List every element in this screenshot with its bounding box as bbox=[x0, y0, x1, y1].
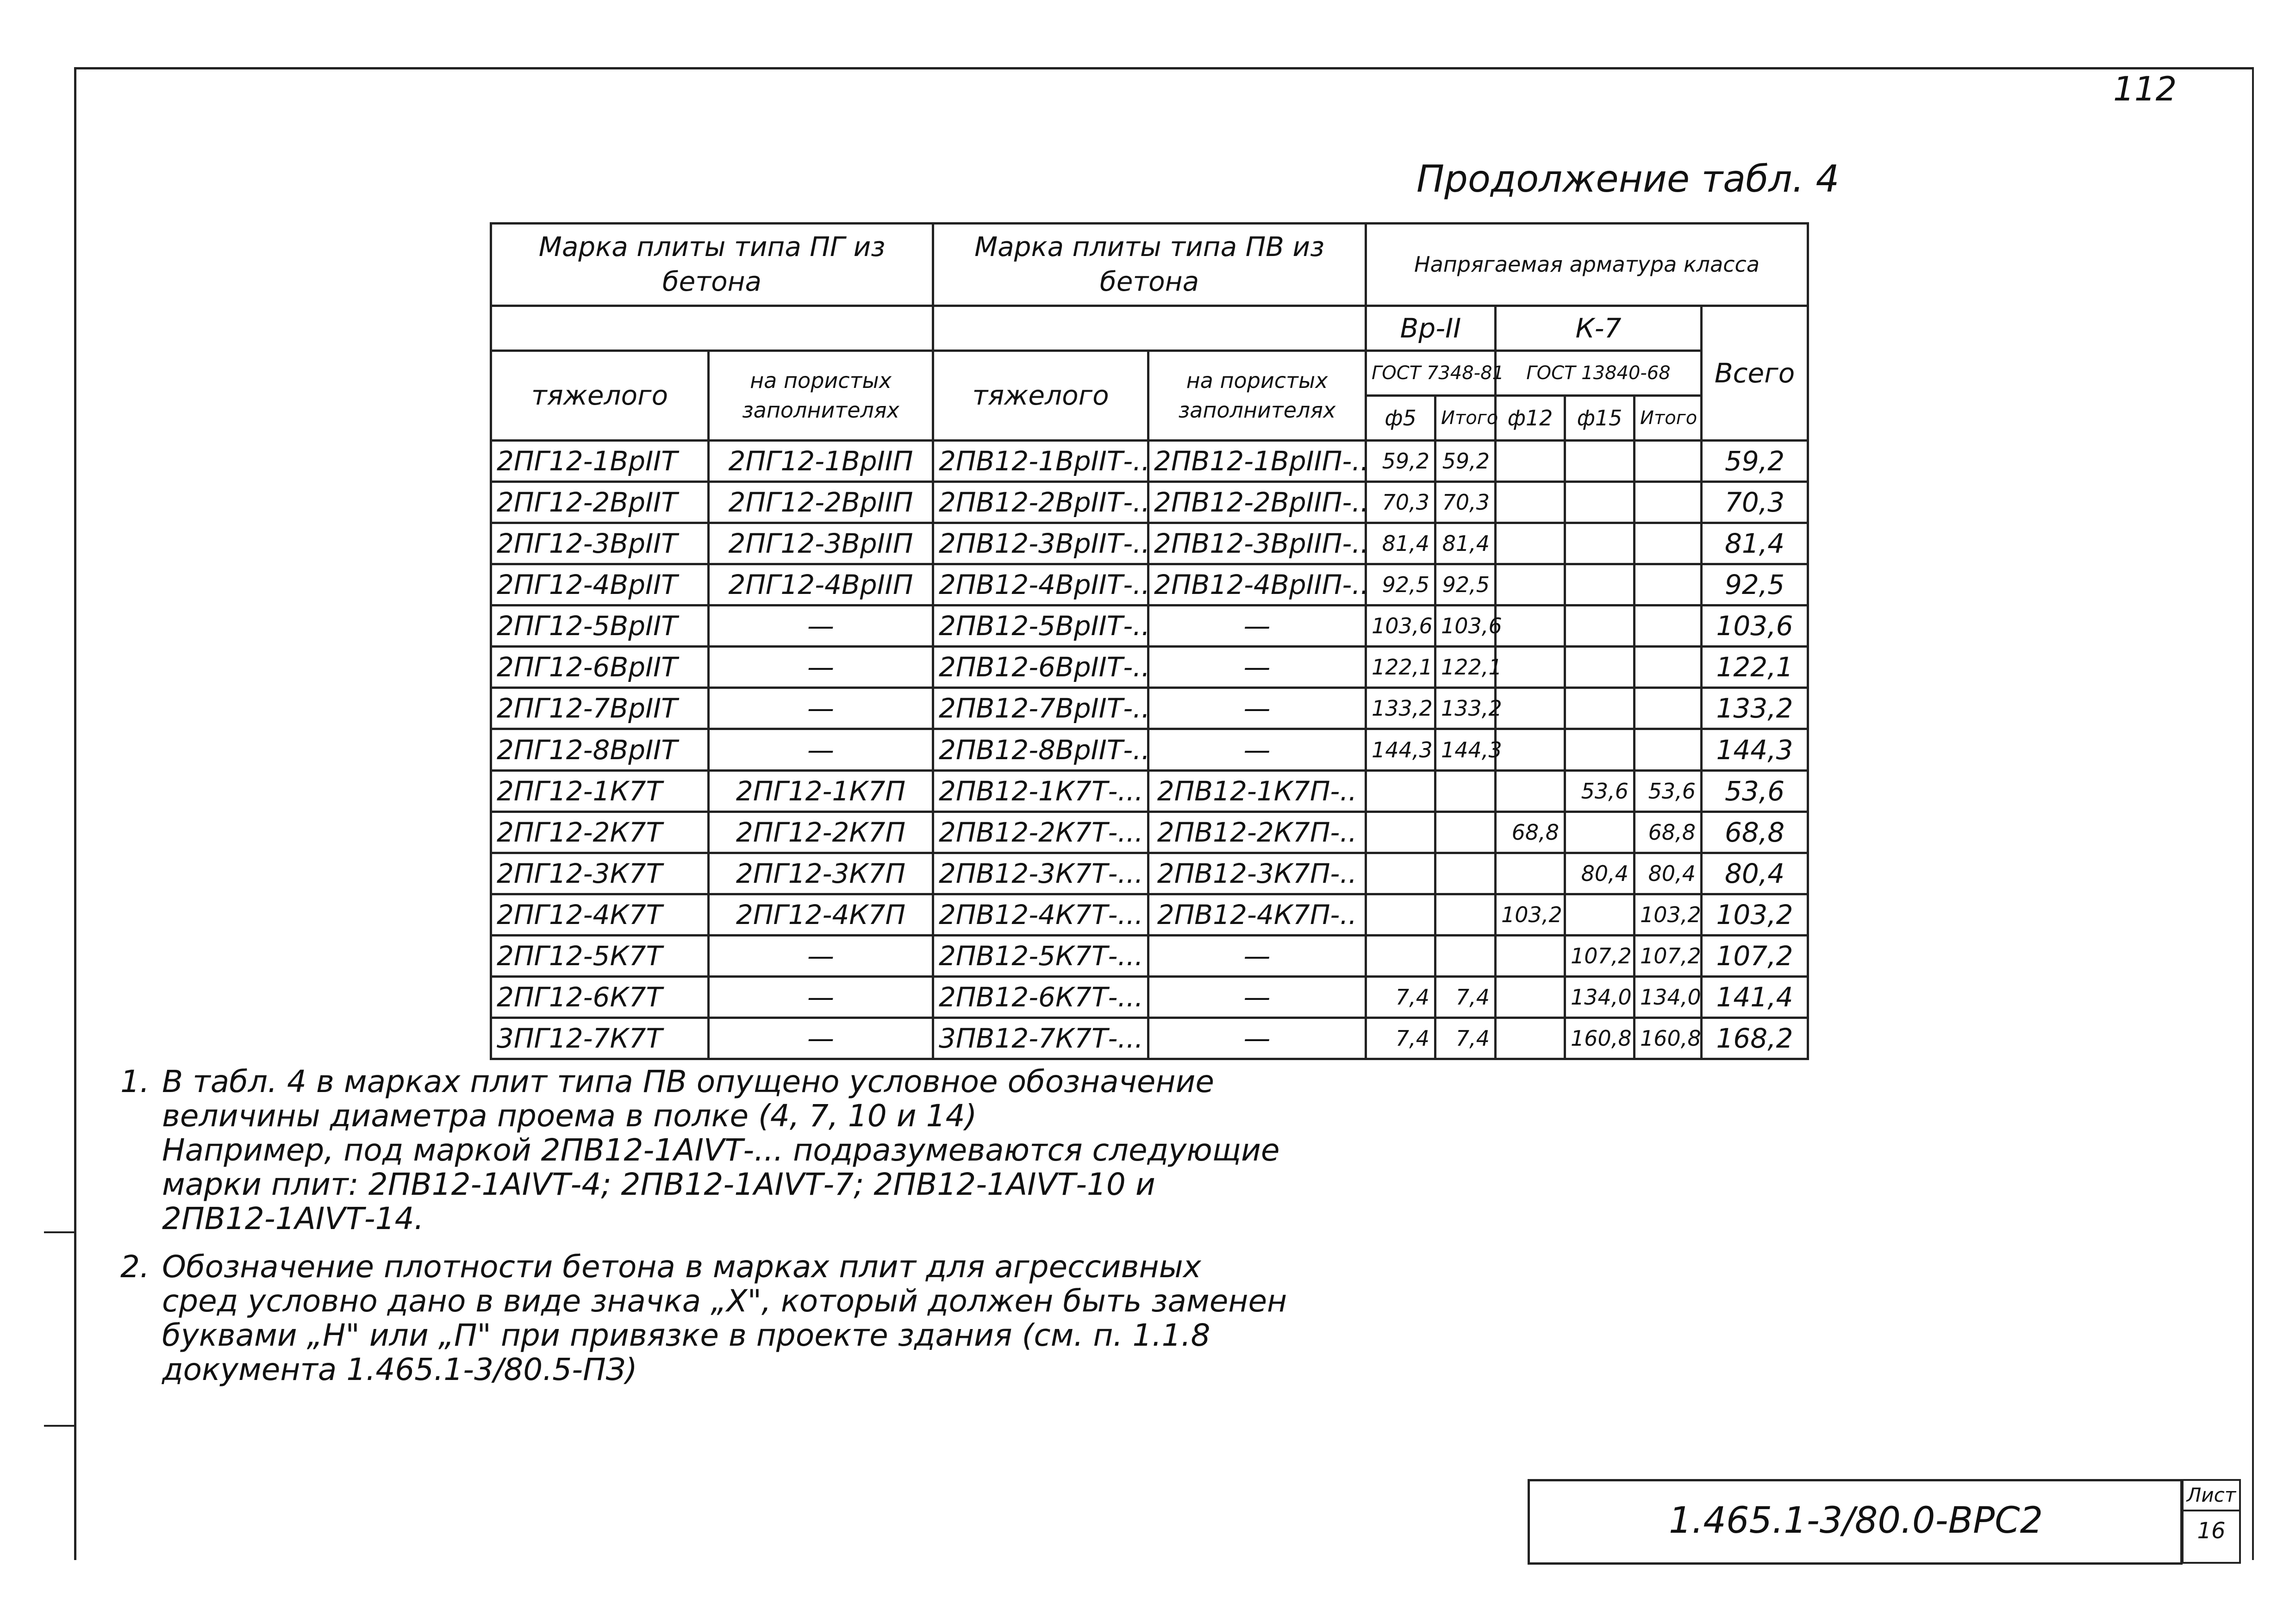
cell-pg-heavy: 2ПГ12-3ВрIIТ bbox=[491, 523, 709, 564]
cell-pg-heavy: 2ПГ12-6ВрIIТ bbox=[491, 647, 709, 688]
header-pg-group: Марка плиты типа ПГ из бетона bbox=[491, 224, 933, 306]
table-body bbox=[491, 441, 1808, 1059]
cell-pv-porous: — bbox=[1148, 1017, 1366, 1059]
edge-tick bbox=[44, 1231, 76, 1233]
cell-pv-porous: — bbox=[1148, 688, 1366, 729]
cell-total: 103,2 bbox=[1702, 894, 1808, 935]
cell-k7-sum: 68,8 bbox=[1635, 812, 1702, 853]
header-pv-spacer bbox=[933, 306, 1366, 350]
cell-pg-heavy: 2ПГ12-4К7Т bbox=[491, 894, 709, 935]
cell-pv-heavy: 2ПВ12-6ВрIIТ-.. bbox=[933, 647, 1148, 688]
cell-k7-sum bbox=[1635, 729, 1702, 770]
cell-pv-porous: 2ПВ12-2К7П-.. bbox=[1148, 812, 1366, 853]
cell-pg-heavy: 2ПГ12-4ВрIIТ bbox=[491, 564, 709, 606]
cell-d5 bbox=[1366, 894, 1435, 935]
cell-total: 53,6 bbox=[1702, 770, 1808, 812]
cell-d5: 122,1 bbox=[1366, 647, 1435, 688]
cell-d12 bbox=[1496, 729, 1565, 770]
cell-d15: 80,4 bbox=[1565, 853, 1635, 894]
table-row bbox=[491, 482, 1808, 523]
cell-pg-porous: — bbox=[709, 935, 933, 976]
note-line: сред условно дано в виде значка „Х", который должен быть заменен bbox=[162, 1283, 1287, 1319]
specification-table bbox=[490, 222, 1809, 1060]
note-line: В табл. 4 в марках плит типа ПВ опущено условное обозначение bbox=[162, 1064, 1214, 1099]
header-pv-heavy: тяжелого bbox=[933, 350, 1148, 440]
cell-pg-porous: 2ПГ12-4К7П bbox=[709, 894, 933, 935]
header-bp: Вр-II bbox=[1366, 306, 1496, 350]
cell-pv-heavy: 2ПВ12-5К7Т-... bbox=[933, 935, 1148, 976]
cell-pg-heavy: 2ПГ12-7ВрIIТ bbox=[491, 688, 709, 729]
sheet-number: 112 bbox=[2113, 69, 2177, 108]
cell-total: 144,3 bbox=[1702, 729, 1808, 770]
note-line: Обозначение плотности бетона в марках плит для агрессивных bbox=[162, 1249, 1201, 1285]
cell-d5: 133,2 bbox=[1366, 688, 1435, 729]
cell-total: 122,1 bbox=[1702, 647, 1808, 688]
cell-pv-porous: — bbox=[1148, 976, 1366, 1017]
cell-d12 bbox=[1496, 441, 1565, 482]
table-row bbox=[491, 976, 1808, 1017]
title-block bbox=[1528, 1479, 2183, 1565]
cell-bp-sum: 7,4 bbox=[1435, 976, 1496, 1017]
cell-pg-heavy: 2ПГ12-2К7Т bbox=[491, 812, 709, 853]
cell-d12 bbox=[1496, 688, 1565, 729]
note-line: буквами „Н" или „П" при привязке в проекте здания (см. п. 1.1.8 bbox=[162, 1317, 1210, 1353]
cell-k7-sum: 103,2 bbox=[1635, 894, 1702, 935]
header-pg-heavy: тяжелого bbox=[491, 350, 709, 440]
edge-tick bbox=[44, 1425, 76, 1427]
cell-d12 bbox=[1496, 935, 1565, 976]
cell-total: 70,3 bbox=[1702, 482, 1808, 523]
table-row bbox=[491, 894, 1808, 935]
cell-total: 59,2 bbox=[1702, 441, 1808, 482]
cell-d12 bbox=[1496, 482, 1565, 523]
note-line: марки плит: 2ПВ12-1АIVТ-4; 2ПВ12-1АIVТ-7; 2ПВ12-1АIVТ-10 и bbox=[162, 1166, 1155, 1202]
cell-bp-sum: 122,1 bbox=[1435, 647, 1496, 688]
cell-pg-porous: 2ПГ12-1ВрIIП bbox=[709, 441, 933, 482]
cell-total: 92,5 bbox=[1702, 564, 1808, 606]
cell-pg-heavy: 2ПГ12-5ВрIIТ bbox=[491, 606, 709, 647]
note-1-number: 1. bbox=[120, 1064, 150, 1099]
cell-d15 bbox=[1565, 894, 1635, 935]
cell-k7-sum bbox=[1635, 441, 1702, 482]
cell-pv-porous: 2ПВ12-4ВрIIП-.. bbox=[1148, 564, 1366, 606]
cell-pg-porous: 2ПГ12-2ВрIIП bbox=[709, 482, 933, 523]
cell-bp-sum: 59,2 bbox=[1435, 441, 1496, 482]
cell-d15 bbox=[1565, 564, 1635, 606]
cell-k7-sum bbox=[1635, 606, 1702, 647]
cell-d5: 81,4 bbox=[1366, 523, 1435, 564]
cell-d15 bbox=[1565, 729, 1635, 770]
cell-bp-sum bbox=[1435, 894, 1496, 935]
cell-k7-sum bbox=[1635, 523, 1702, 564]
cell-bp-sum: 133,2 bbox=[1435, 688, 1496, 729]
cell-pv-heavy: 2ПВ12-4ВрIIТ-.. bbox=[933, 564, 1148, 606]
cell-pv-porous: 2ПВ12-1ВрIIП-.. bbox=[1148, 441, 1366, 482]
cell-d12 bbox=[1496, 523, 1565, 564]
header-d5: ф5 bbox=[1366, 395, 1435, 440]
cell-total: 68,8 bbox=[1702, 812, 1808, 853]
cell-total: 80,4 bbox=[1702, 853, 1808, 894]
cell-total: 103,6 bbox=[1702, 606, 1808, 647]
note-line: величины диаметра проема в полке (4, 7, 10 и 14) bbox=[162, 1098, 977, 1134]
table-row bbox=[491, 688, 1808, 729]
cell-d5 bbox=[1366, 812, 1435, 853]
header-gost-k7: ГОСТ 13840-68 bbox=[1496, 350, 1702, 395]
sheet-cell bbox=[2182, 1479, 2241, 1564]
cell-total: 133,2 bbox=[1702, 688, 1808, 729]
cell-pv-heavy: 2ПВ12-3К7Т-... bbox=[933, 853, 1148, 894]
table-row bbox=[491, 523, 1808, 564]
note-line: Например, под маркой 2ПВ12-1АIVТ-... подразумеваются следующие bbox=[162, 1132, 1280, 1168]
cell-d15: 160,8 bbox=[1565, 1017, 1635, 1059]
note-line: документа 1.465.1-3/80.5-ПЗ) bbox=[162, 1351, 637, 1387]
cell-pg-heavy: 2ПГ12-5К7Т bbox=[491, 935, 709, 976]
cell-k7-sum: 107,2 bbox=[1635, 935, 1702, 976]
cell-pg-porous: — bbox=[709, 976, 933, 1017]
cell-pg-porous: — bbox=[709, 1017, 933, 1059]
cell-pg-porous: 2ПГ12-2К7П bbox=[709, 812, 933, 853]
table-row bbox=[491, 812, 1808, 853]
cell-pv-porous: 2ПВ12-3К7П-.. bbox=[1148, 853, 1366, 894]
cell-pg-heavy: 2ПГ12-2ВрIIТ bbox=[491, 482, 709, 523]
cell-k7-sum: 160,8 bbox=[1635, 1017, 1702, 1059]
cell-d15 bbox=[1565, 482, 1635, 523]
cell-pv-heavy: 2ПВ12-8ВрIIТ-.. bbox=[933, 729, 1148, 770]
header-d12: ф12 bbox=[1496, 395, 1565, 440]
cell-d12 bbox=[1496, 1017, 1565, 1059]
table-row bbox=[491, 606, 1808, 647]
cell-pg-heavy: 2ПГ12-3К7Т bbox=[491, 853, 709, 894]
cell-d15 bbox=[1565, 523, 1635, 564]
cell-d12: 68,8 bbox=[1496, 812, 1565, 853]
cell-pv-porous: 2ПВ12-2ВрIIП-.. bbox=[1148, 482, 1366, 523]
cell-d15: 134,0 bbox=[1565, 976, 1635, 1017]
cell-pv-heavy: 2ПВ12-2К7Т-... bbox=[933, 812, 1148, 853]
header-k7: К-7 bbox=[1496, 306, 1702, 350]
header-total: Всего bbox=[1702, 306, 1808, 440]
cell-d12 bbox=[1496, 647, 1565, 688]
cell-pv-porous: — bbox=[1148, 729, 1366, 770]
cell-pv-heavy: 3ПВ12-7К7Т-... bbox=[933, 1017, 1148, 1059]
cell-pg-heavy: 2ПГ12-1ВрIIТ bbox=[491, 441, 709, 482]
cell-pg-porous: 2ПГ12-4ВрIIП bbox=[709, 564, 933, 606]
cell-pv-heavy: 2ПВ12-1ВрIIТ-.. bbox=[933, 441, 1148, 482]
cell-bp-sum bbox=[1435, 935, 1496, 976]
sheet-value: 16 bbox=[2197, 1518, 2226, 1544]
cell-d12 bbox=[1496, 564, 1565, 606]
cell-d5 bbox=[1366, 770, 1435, 812]
cell-pg-porous: — bbox=[709, 729, 933, 770]
cell-total: 81,4 bbox=[1702, 523, 1808, 564]
continuation-title: Продолжение табл. 4 bbox=[1416, 157, 1840, 200]
header-bp-sum: Итого bbox=[1435, 395, 1496, 440]
cell-pv-heavy: 2ПВ12-6К7Т-... bbox=[933, 976, 1148, 1017]
table-row bbox=[491, 441, 1808, 482]
cell-d12: 103,2 bbox=[1496, 894, 1565, 935]
cell-d12 bbox=[1496, 770, 1565, 812]
cell-d5: 70,3 bbox=[1366, 482, 1435, 523]
sheet-label: Лист bbox=[2184, 1481, 2239, 1511]
cell-total: 107,2 bbox=[1702, 935, 1808, 976]
header-pg-porous: на пористых заполнителях bbox=[709, 350, 933, 440]
cell-pv-heavy: 2ПВ12-1К7Т-... bbox=[933, 770, 1148, 812]
note-2 bbox=[120, 1250, 1463, 1387]
cell-bp-sum bbox=[1435, 853, 1496, 894]
cell-pv-heavy: 2ПВ12-4К7Т-... bbox=[933, 894, 1148, 935]
cell-k7-sum: 53,6 bbox=[1635, 770, 1702, 812]
cell-d5: 59,2 bbox=[1366, 441, 1435, 482]
cell-k7-sum bbox=[1635, 647, 1702, 688]
header-pg-spacer bbox=[491, 306, 933, 350]
cell-k7-sum bbox=[1635, 688, 1702, 729]
header-d15: ф15 bbox=[1565, 395, 1635, 440]
cell-pg-heavy: 3ПГ12-7К7Т bbox=[491, 1017, 709, 1059]
cell-pv-porous: — bbox=[1148, 647, 1366, 688]
cell-bp-sum: 81,4 bbox=[1435, 523, 1496, 564]
cell-bp-sum: 7,4 bbox=[1435, 1017, 1496, 1059]
cell-d15 bbox=[1565, 812, 1635, 853]
cell-d15 bbox=[1565, 688, 1635, 729]
header-gost-bp: ГОСТ 7348-81 bbox=[1366, 350, 1496, 395]
cell-bp-sum: 70,3 bbox=[1435, 482, 1496, 523]
cell-pg-porous: 2ПГ12-1К7П bbox=[709, 770, 933, 812]
table-row bbox=[491, 564, 1808, 606]
cell-bp-sum: 144,3 bbox=[1435, 729, 1496, 770]
cell-pv-porous: 2ПВ12-3ВрIIП-.. bbox=[1148, 523, 1366, 564]
document-code: 1.465.1-3/80.0-ВРС2 bbox=[1669, 1500, 2043, 1542]
header-reinforcement-group: Напрягаемая арматура класса bbox=[1366, 224, 1808, 306]
cell-pv-porous: 2ПВ12-4К7П-.. bbox=[1148, 894, 1366, 935]
cell-bp-sum: 103,6 bbox=[1435, 606, 1496, 647]
cell-d5 bbox=[1366, 935, 1435, 976]
table-row bbox=[491, 770, 1808, 812]
cell-pv-heavy: 2ПВ12-3ВрIIТ-.. bbox=[933, 523, 1148, 564]
cell-d15 bbox=[1565, 606, 1635, 647]
table-row bbox=[491, 935, 1808, 976]
note-1 bbox=[120, 1065, 1463, 1236]
cell-d12 bbox=[1496, 853, 1565, 894]
cell-total: 168,2 bbox=[1702, 1017, 1808, 1059]
cell-d12 bbox=[1496, 976, 1565, 1017]
cell-k7-sum: 80,4 bbox=[1635, 853, 1702, 894]
table-row bbox=[491, 1017, 1808, 1059]
cell-k7-sum: 134,0 bbox=[1635, 976, 1702, 1017]
cell-pg-porous: 2ПГ12-3ВрIIП bbox=[709, 523, 933, 564]
cell-k7-sum bbox=[1635, 564, 1702, 606]
header-pv-porous: на пористых заполнителях bbox=[1148, 350, 1366, 440]
cell-pv-porous: — bbox=[1148, 935, 1366, 976]
cell-pg-porous: 2ПГ12-3К7П bbox=[709, 853, 933, 894]
cell-pv-porous: — bbox=[1148, 606, 1366, 647]
table-row bbox=[491, 853, 1808, 894]
cell-pg-heavy: 2ПГ12-8ВрIIТ bbox=[491, 729, 709, 770]
cell-d15: 107,2 bbox=[1565, 935, 1635, 976]
cell-d12 bbox=[1496, 606, 1565, 647]
cell-d5: 103,6 bbox=[1366, 606, 1435, 647]
note-2-number: 2. bbox=[120, 1249, 150, 1285]
cell-k7-sum bbox=[1635, 482, 1702, 523]
cell-pg-porous: — bbox=[709, 688, 933, 729]
cell-d15 bbox=[1565, 647, 1635, 688]
cell-d5: 144,3 bbox=[1366, 729, 1435, 770]
cell-pg-porous: — bbox=[709, 647, 933, 688]
cell-pg-heavy: 2ПГ12-1К7Т bbox=[491, 770, 709, 812]
cell-d15: 53,6 bbox=[1565, 770, 1635, 812]
cell-total: 141,4 bbox=[1702, 976, 1808, 1017]
cell-pg-porous: — bbox=[709, 606, 933, 647]
note-line: 2ПВ12-1АIVТ-14. bbox=[162, 1200, 424, 1236]
cell-d5: 92,5 bbox=[1366, 564, 1435, 606]
cell-d15 bbox=[1565, 441, 1635, 482]
table-row bbox=[491, 647, 1808, 688]
cell-bp-sum: 92,5 bbox=[1435, 564, 1496, 606]
cell-d5: 7,4 bbox=[1366, 976, 1435, 1017]
cell-d5 bbox=[1366, 853, 1435, 894]
cell-bp-sum bbox=[1435, 812, 1496, 853]
cell-pv-heavy: 2ПВ12-7ВрIIТ-.. bbox=[933, 688, 1148, 729]
cell-d5: 7,4 bbox=[1366, 1017, 1435, 1059]
table-row bbox=[491, 729, 1808, 770]
cell-pv-porous: 2ПВ12-1К7П-.. bbox=[1148, 770, 1366, 812]
cell-pv-heavy: 2ПВ12-2ВрIIТ-.. bbox=[933, 482, 1148, 523]
cell-pv-heavy: 2ПВ12-5ВрIIТ-.. bbox=[933, 606, 1148, 647]
cell-pg-heavy: 2ПГ12-6К7Т bbox=[491, 976, 709, 1017]
header-pv-group: Марка плиты типа ПВ из бетона bbox=[933, 224, 1366, 306]
header-k7-sum: Итого bbox=[1635, 395, 1702, 440]
cell-bp-sum bbox=[1435, 770, 1496, 812]
